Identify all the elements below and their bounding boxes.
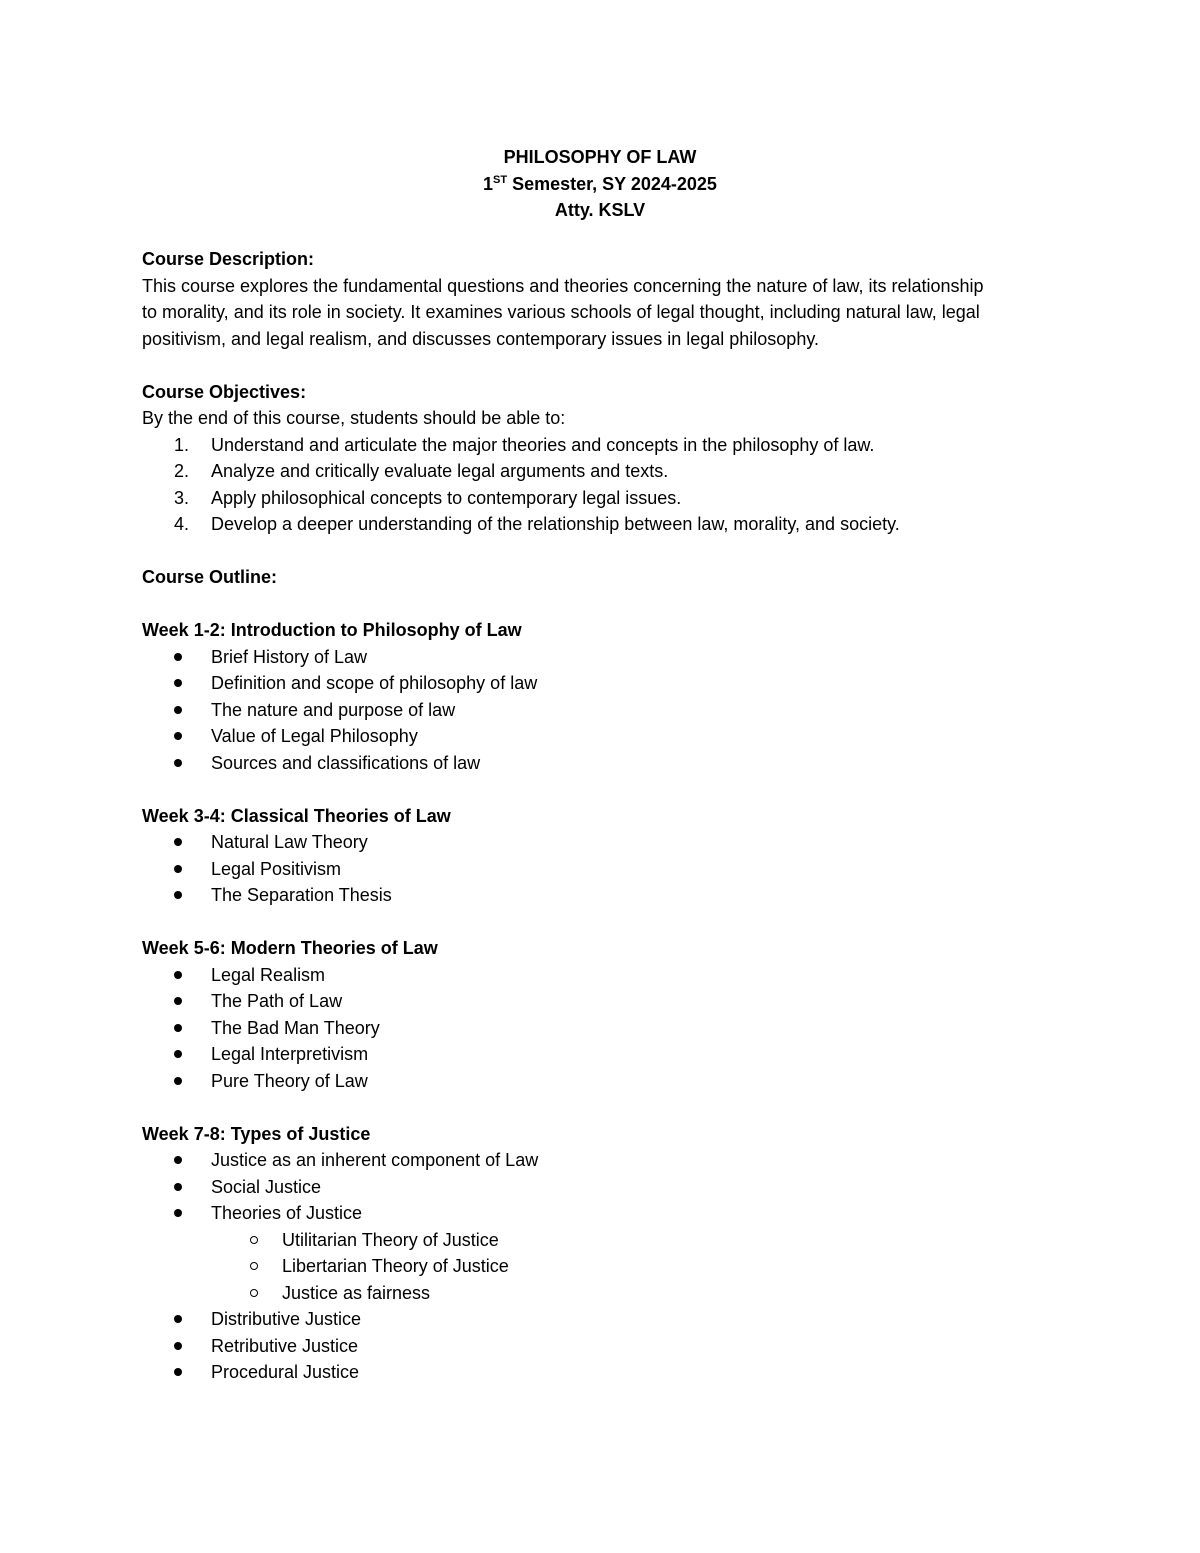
bullet-text: Legal Realism [211, 964, 326, 985]
outline-bullet-item [142, 962, 1062, 989]
objective-text: Develop a deeper understanding of the relationship between law, morality, and society. [211, 514, 900, 534]
hollow-bullet-icon [250, 1236, 258, 1244]
outline-sub-item [142, 1280, 1062, 1307]
bullet-icon [174, 838, 182, 846]
semester-rest: Semester, SY 2024-2025 [507, 173, 717, 194]
description-line: This course explores the fundamental questions and theories concerning the nature of law, its relationship [142, 275, 984, 296]
objectives-intro: By the end of this course, students should be able to: [142, 408, 566, 428]
outline-bullet-item [142, 750, 1062, 777]
bullet-icon [174, 1024, 182, 1032]
sub-item-text: Justice as fairness [282, 1282, 431, 1303]
outline-bullet-item [142, 697, 1062, 724]
objectives-heading: Course Objectives: [142, 381, 307, 402]
objective-number: 1. [174, 434, 190, 455]
bullet-text: Value of Legal Philosophy [211, 726, 418, 746]
bullet-icon [174, 1183, 182, 1191]
bullet-text: The Bad Man Theory [211, 1017, 380, 1038]
bullet-icon [174, 732, 182, 740]
description-heading: Course Description: [142, 249, 315, 269]
bullet-text: The Separation Thesis [211, 885, 392, 905]
description-line: to morality, and its role in society. It examines various schools of legal thought, including natural law, legal [142, 302, 980, 322]
instructor-name: Atty. KSLV [554, 200, 646, 220]
week-heading: Week 5-6: Modern Theories of Law [142, 938, 438, 958]
bullet-text: Sources and classifications of law [211, 752, 481, 773]
objective-item [142, 458, 1062, 485]
bullet-text: Natural Law Theory [211, 832, 368, 852]
bullet-icon [174, 1156, 182, 1164]
bullet-text: Theories of Justice [211, 1203, 363, 1223]
outline-bullet-item [142, 1174, 1062, 1201]
bullet-text: Brief History of Law [211, 646, 368, 667]
outline-sub-item [142, 1227, 1062, 1254]
bullet-text: Distributive Justice [211, 1309, 362, 1329]
bullet-icon [174, 1077, 182, 1085]
outline-bullet-item [142, 1068, 1062, 1095]
bullet-icon [174, 1368, 182, 1376]
hollow-bullet-icon [250, 1289, 258, 1297]
bullet-text: Legal Positivism [211, 858, 342, 879]
objective-number: 2. [174, 461, 190, 481]
bullet-text: Social Justice [211, 1176, 322, 1197]
bullet-text: Definition and scope of philosophy of law [211, 673, 538, 693]
objective-text: Analyze and critically evaluate legal arguments and texts. [211, 461, 669, 481]
week-heading: Week 7-8: Types of Justice [142, 1123, 371, 1144]
outline-bullet-item [142, 988, 1062, 1015]
week-heading: Week 1-2: Introduction to Philosophy of Law [142, 620, 522, 640]
bullet-icon [174, 1342, 182, 1350]
sub-item-text: Libertarian Theory of Justice [282, 1256, 509, 1276]
bullet-text: Justice as an inherent component of Law [211, 1150, 539, 1170]
outline-heading: Course Outline: [142, 567, 278, 587]
outline-sub-item [142, 1253, 1062, 1280]
bullet-icon [174, 1209, 182, 1217]
bullet-text: Legal Interpretivism [211, 1044, 369, 1064]
outline-bullet-item [142, 856, 1062, 883]
bullet-text: Procedural Justice [211, 1362, 360, 1382]
objective-item [142, 511, 1062, 538]
objective-item [142, 432, 1062, 459]
outline-bullet-item [142, 829, 1062, 856]
outline-bullet-item [142, 1359, 1062, 1386]
bullet-icon [174, 865, 182, 873]
bullet-icon [174, 891, 182, 899]
semester-superscript: ST [493, 173, 508, 186]
bullet-icon [174, 679, 182, 687]
sub-item-text: Utilitarian Theory of Justice [282, 1229, 499, 1250]
objective-item [142, 485, 1062, 512]
description-line: positivism, and legal realism, and discusses contemporary issues in legal philosophy. [142, 328, 819, 349]
document-header [0, 144, 1200, 224]
objective-number: 4. [174, 514, 190, 534]
bullet-text: The Path of Law [211, 991, 343, 1011]
outline-bullet-item [142, 1041, 1062, 1068]
bullet-icon [174, 653, 182, 661]
outline-bullet-item [142, 723, 1062, 750]
bullet-icon [174, 1315, 182, 1323]
outline-bullet-item [142, 644, 1062, 671]
bullet-text: Retributive Justice [211, 1335, 359, 1356]
objective-text: Apply philosophical concepts to contemporary legal issues. [211, 487, 682, 508]
outline-bullet-item [142, 1306, 1062, 1333]
week-heading: Week 3-4: Classical Theories of Law [142, 805, 451, 826]
objective-number: 3. [174, 487, 190, 508]
outline-bullet-item [142, 1015, 1062, 1042]
bullet-icon [174, 1050, 182, 1058]
document-body [142, 246, 1062, 1386]
outline-bullet-item [142, 882, 1062, 909]
bullet-text: The nature and purpose of law [211, 699, 456, 720]
bullet-icon [174, 706, 182, 714]
course-title: PHILOSOPHY OF LAW [503, 147, 697, 167]
semester-prefix: 1 [483, 173, 494, 194]
semester-line [0, 171, 1200, 198]
outline-bullet-item [142, 1333, 1062, 1360]
objective-text: Understand and articulate the major theories and concepts in the philosophy of law. [211, 434, 875, 455]
outline-bullet-item [142, 1200, 1062, 1227]
description-paragraph [142, 273, 1062, 353]
bullet-icon [174, 759, 182, 767]
outline-bullet-item [142, 670, 1062, 697]
bullet-text: Pure Theory of Law [211, 1070, 368, 1091]
hollow-bullet-icon [250, 1262, 258, 1270]
outline-bullet-item [142, 1147, 1062, 1174]
bullet-icon [174, 971, 182, 979]
bullet-icon [174, 997, 182, 1005]
